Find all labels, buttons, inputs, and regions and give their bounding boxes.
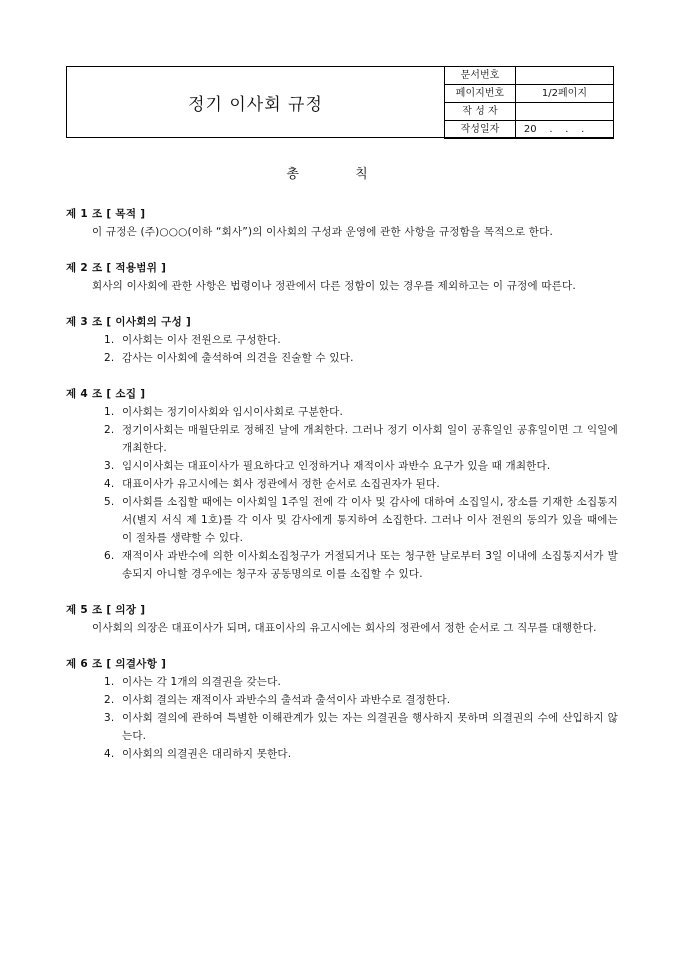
meta-row-date xyxy=(445,121,614,139)
article-heading: 제 4 조 [ 소집 ] xyxy=(66,388,146,400)
document-meta-table xyxy=(444,66,614,139)
article-item-list xyxy=(66,403,618,583)
list-item: 4. 대표이사가 유고시에는 회사 정관에서 정한 순서로 소집권자가 된다. xyxy=(104,478,440,490)
article-text: 회사의 이사회에 관한 사항은 법령이나 정관에서 다른 정함이 있는 경우를 제외하고는 이 규정에 따른다. xyxy=(92,280,576,292)
meta-label: 작 성 자 xyxy=(445,103,516,121)
article-heading: 제 2 조 [ 적용범위 ] xyxy=(66,262,167,274)
meta-label: 페이지번호 xyxy=(445,85,516,103)
article-heading: 제 1 조 [ 목적 ] xyxy=(66,208,146,220)
meta-label: 문서번호 xyxy=(445,67,516,85)
article-5 xyxy=(66,603,618,637)
article-2 xyxy=(66,261,618,295)
section-title: 총 칙 xyxy=(286,167,394,182)
article-4 xyxy=(66,387,618,583)
document-body xyxy=(66,207,618,783)
meta-value xyxy=(515,103,613,121)
article-heading: 제 5 조 [ 의장 ] xyxy=(66,604,146,616)
meta-row-author xyxy=(445,103,614,121)
list-item: 1. 이사회는 이사 전원으로 구성한다. xyxy=(104,334,281,346)
article-item-list xyxy=(66,673,618,763)
list-item: 1. 이사는 각 1개의 의결권을 갖는다. xyxy=(104,676,282,688)
article-heading: 제 6 조 [ 의결사항 ] xyxy=(66,658,167,670)
article-6 xyxy=(66,657,618,763)
list-item: 3. 임시이사회는 대표이사가 필요하다고 인정하거나 재적이사 과반수 요구가 있을 때 개최한다. xyxy=(104,460,551,472)
list-item: 1. 이사회는 정기이사회와 임시이사회로 구분한다. xyxy=(104,406,344,418)
article-3 xyxy=(66,315,618,367)
list-item: 4. 이사회의 의결권은 대리하지 못한다. xyxy=(104,748,292,760)
article-text: 이 규정은 (주)○○○(이하 “회사”)의 이사회의 구성과 운영에 관한 사항을 규정함을 목적으로 한다. xyxy=(92,226,554,238)
document-title: 정기 이사회 규정 xyxy=(188,94,323,115)
list-item: 6. 재적이사 과반수에 의한 이사회소집청구가 거절되거나 또는 청구한 날로부터 3일 이내에 소집통지서가 발송되지 아니할 경우에는 청구자 공동명의로 이를 소집할 수 있다. xyxy=(104,550,618,580)
article-heading: 제 3 조 [ 이사회의 구성 ] xyxy=(66,316,192,328)
article-item-list xyxy=(66,331,618,367)
article-1 xyxy=(66,207,618,241)
article-text: 이사회의 의장은 대표이사가 되며, 대표이사의 유고시에는 회사의 정관에서 정한 순서로 그 직무를 대행한다. xyxy=(92,622,597,634)
meta-value: 20 . . . xyxy=(515,121,613,139)
meta-row-page-number xyxy=(445,85,614,103)
list-item: 5. 이사회를 소집할 때에는 이사회일 1주일 전에 각 이사 및 감사에 대하여 소집일시, 장소를 기재한 소집통지서(별지 서식 제 1호)를 각 이사 및 감사에게 통지하여 소집한다. 그러나 이사 전원의 동의가 있을 때에는 이 절차를 생략할 수 있다. xyxy=(104,496,618,544)
document-header xyxy=(66,66,614,138)
list-item: 2. 정기이사회는 매월단위로 정해진 날에 개최한다. 그러나 정기 이사회 일이 공휴일인 공휴일이면 그 익일에 개최한다. xyxy=(104,424,618,454)
meta-value xyxy=(515,67,613,85)
meta-value: 1/2페이지 xyxy=(515,85,613,103)
list-item: 2. 감사는 이사회에 출석하여 의견을 진술할 수 있다. xyxy=(104,352,354,364)
meta-label: 작성일자 xyxy=(445,121,516,139)
list-item: 3. 이사회 결의에 관하여 특별한 이해관계가 있는 자는 의결권을 행사하지 못하며 의결권의 수에 산입하지 않는다. xyxy=(104,712,618,742)
list-item: 2. 이사회 결의는 재적이사 과반수의 출석과 출석이사 과반수로 결정한다. xyxy=(104,694,451,706)
meta-row-doc-number xyxy=(445,67,614,85)
